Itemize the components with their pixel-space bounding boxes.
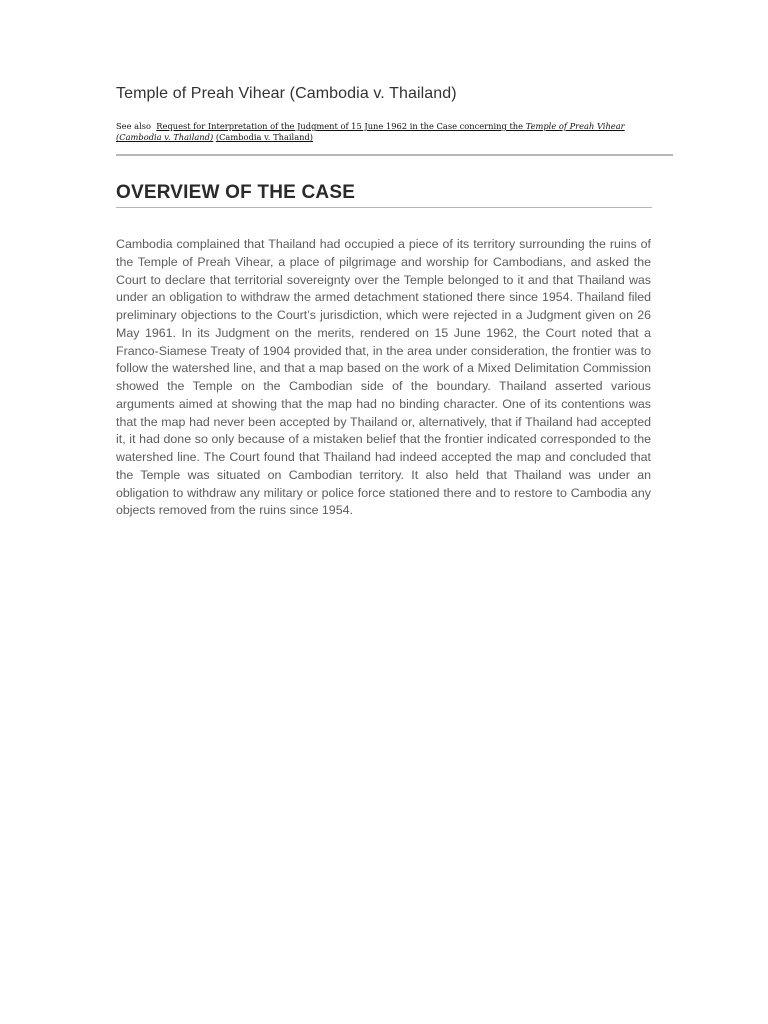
see-also-link-main: Request for Interpretation of the Judgment of 15 June 1962 in the Case concerning the <box>156 121 524 131</box>
overview-paragraph: Cambodia complained that Thailand had occupied a piece of its territory surrounding the ruins of the Temple of Preah Vihear, a place of pilgrimage and worship for Cambodians, and asked the Court to declare that territorial sovereignty over the Temple belonged to it and that Thailand was under an obligation to withdraw the armed detachment stationed there since 1954. Thailand filed preliminary objections to the Court’s jurisdiction, which were rejected in a Judgment given on 26 May 1961. In its Judgment on the merits, rendered on 15 June 1962, the Court noted that a Franco-Siamese Treaty of 1904 provided that, in the area under consideration, the frontier was to follow the watershed line, and that a map based on the work of a Mixed Delimitation Commission showed the Temple on the Cambodian side of the boundary. Thailand asserted various arguments aimed at showing that the map had no binding character. One of its contentions was that the map had never been accepted by Thailand or, alternatively, that if Thailand had accepted it, it had done so only because of a mistaken belief that the frontier indicated corresponded to the watershed line. The Court found that Thailand had indeed accepted the map and concluded that the Temple was situated on Cambodian territory. It also held that Thailand was under an obligation to withdraw any military or police force stationed there and to restore to Cambodia any objects removed from the ruins since 1954. <box>116 237 651 518</box>
see-also-link-italic: Temple of Preah Vihear (Cambodia v. Thailand) <box>116 121 625 142</box>
see-also-link-tail: (Cambodia v. Thailand) <box>215 132 314 142</box>
see-also-link-parties[interactable] <box>216 132 313 142</box>
see-also-line <box>116 121 656 143</box>
case-title: Temple of Preah Vihear (Cambodia v. Thailand) <box>116 85 457 102</box>
heading-underline <box>116 207 652 208</box>
section-heading: OVERVIEW OF THE CASE <box>116 182 356 203</box>
see-also-prefix: See also <box>116 121 151 131</box>
see-also-link[interactable] <box>116 121 625 142</box>
top-divider <box>116 154 673 156</box>
